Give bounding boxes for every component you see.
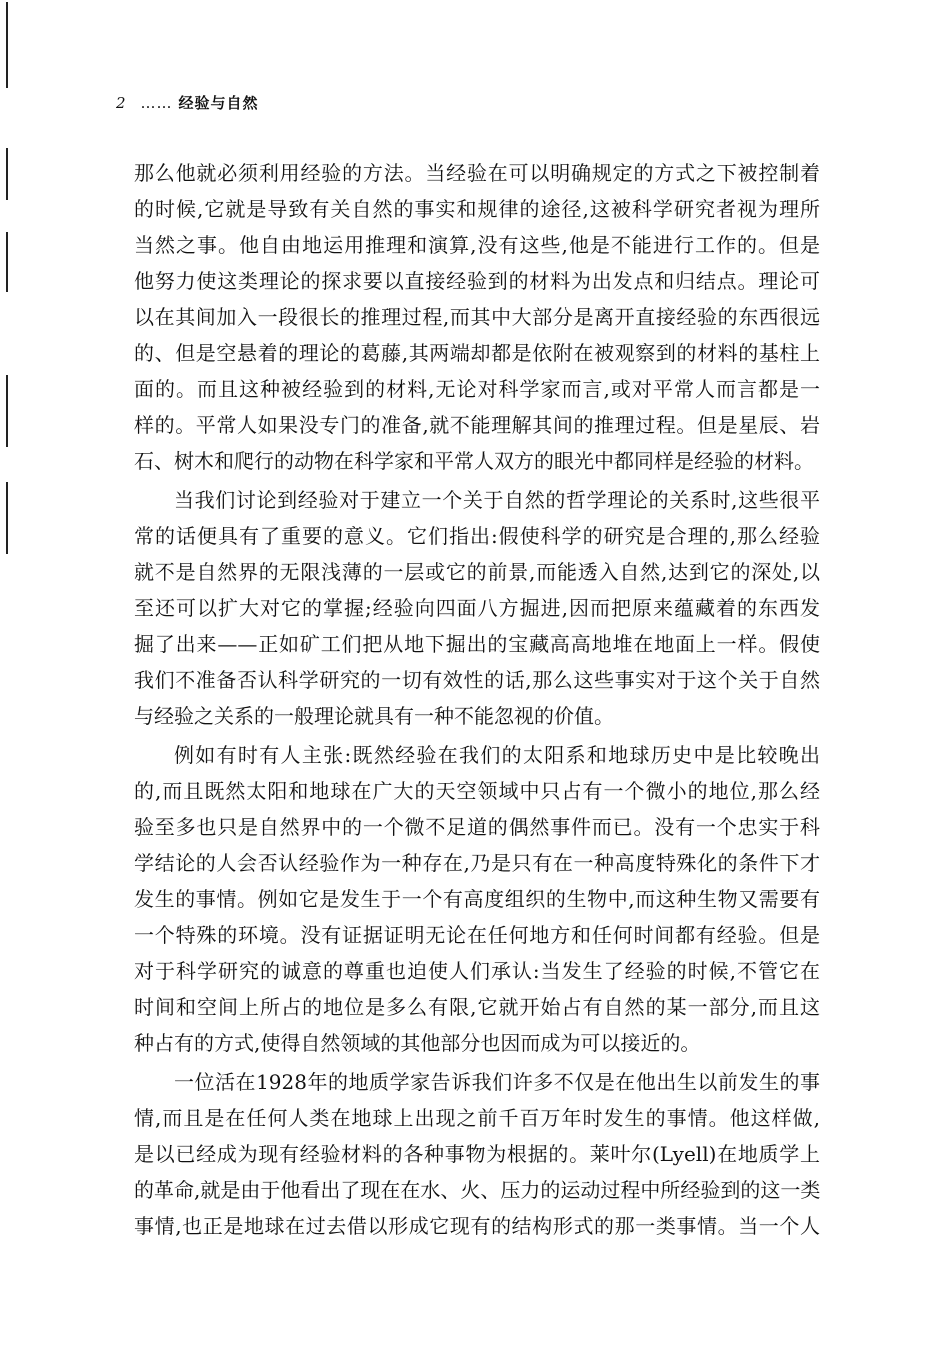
text-line: 与经验之关系的一般理论就具有一种不能忽视的价值。 bbox=[134, 704, 614, 728]
text-line: 是以已经成为现有经验材料的各种事物为根据的。莱叶尔(Lyell)在地质学上 bbox=[134, 1142, 820, 1166]
scan-edge-mark bbox=[6, 2, 8, 88]
text-line: 那么他就必须利用经验的方法。当经验在可以明确规定的方式之下被控制着 bbox=[134, 161, 820, 185]
text-line: 种占有的方式,使得自然领域的其他部分也因而成为可以接近的。 bbox=[134, 1031, 701, 1055]
text-line: 情,而且是在任何人类在地球上出现之前千百万年时发生的事情。他这样做, bbox=[134, 1106, 820, 1130]
book-title: 经验与自然 bbox=[178, 94, 259, 112]
text-line: 的,而且既然太阳和地球在广大的天空领域中只占有一个微小的地位,那么经 bbox=[134, 779, 820, 803]
scan-edge-mark bbox=[6, 375, 8, 447]
text-line: 石、树木和爬行的动物在科学家和平常人双方的眼光中都同样是经验的材料。 bbox=[134, 449, 814, 473]
text-line: 他努力使这类理论的探求要以直接经验到的材料为出发点和归结点。理论可 bbox=[134, 269, 820, 293]
running-head bbox=[116, 92, 259, 113]
text-line: 的时候,它就是导致有关自然的事实和规律的途径,这被科学研究者视为理所 bbox=[134, 197, 820, 221]
text-line: 事情,也正是地球在过去借以形成它现有的结构形式的那一类事情。当一个人 bbox=[134, 1214, 820, 1238]
text-line: 样的。平常人如果没专门的准备,就不能理解其间的推理过程。但是星辰、岩 bbox=[134, 413, 820, 437]
text-line: 掘了出来——正如矿工们把从地下掘出的宝藏高高地堆在地面上一样。假使 bbox=[134, 632, 820, 656]
text-line: 常的话便具有了重要的意义。它们指出:假使科学的研究是合理的,那么经验 bbox=[134, 524, 820, 548]
paragraph bbox=[134, 737, 820, 1061]
text-line: 对于科学研究的诚意的尊重也迫使人们承认:当发生了经验的时候,不管它在 bbox=[134, 959, 820, 983]
text-line: 学结论的人会否认经验作为一种存在,乃是只有在一种高度特殊化的条件下才 bbox=[134, 851, 820, 875]
text-line: 我们不准备否认科学研究的一切有效性的话,那么这些事实对于这个关于自然 bbox=[134, 668, 820, 692]
paragraph bbox=[134, 155, 820, 479]
scan-edge-mark bbox=[6, 148, 8, 200]
header-dots: …… bbox=[140, 94, 173, 112]
text-line: 当然之事。他自由地运用推理和演算,没有这些,他是不能进行工作的。但是 bbox=[134, 233, 820, 257]
paragraph bbox=[134, 482, 820, 734]
scan-edge-mark bbox=[6, 232, 8, 292]
text-line: 发生的事情。例如它是发生于一个有高度组织的生物中,而这种生物又需要有 bbox=[134, 887, 820, 911]
scan-edge-mark bbox=[6, 482, 8, 554]
text-line: 一位活在1928年的地质学家告诉我们许多不仅是在他出生以前发生的事 bbox=[174, 1070, 820, 1094]
text-line: 的、但是空悬着的理论的葛藤,其两端却都是依附在被观察到的材料的基柱上 bbox=[134, 341, 820, 365]
text-line: 以在其间加入一段很长的推理过程,而其中大部分是离开直接经验的东西很远 bbox=[134, 305, 820, 329]
text-line: 就不是自然界的无限浅薄的一层或它的前景,而能透入自然,达到它的深处,以 bbox=[134, 560, 820, 584]
page-number: 2 bbox=[116, 94, 127, 112]
text-line: 例如有时有人主张:既然经验在我们的太阳系和地球历史中是比较晚出 bbox=[174, 743, 820, 767]
text-line: 的革命,就是由于他看出了现在在水、火、压力的运动过程中所经验到的这一类 bbox=[134, 1178, 820, 1202]
text-line: 时间和空间上所占的地位是多么有限,它就开始占有自然的某一部分,而且这 bbox=[134, 995, 820, 1019]
text-line: 面的。而且这种被经验到的材料,无论对科学家而言,或对平常人而言都是一 bbox=[134, 377, 820, 401]
text-line: 至还可以扩大对它的掌握;经验向四面八方掘进,因而把原来蕴藏着的东西发 bbox=[134, 596, 820, 620]
text-line: 一个特殊的环境。没有证据证明无论在任何地方和任何时间都有经验。但是 bbox=[134, 923, 820, 947]
text-line: 当我们讨论到经验对于建立一个关于自然的哲学理论的关系时,这些很平 bbox=[174, 488, 820, 512]
body-text bbox=[134, 155, 820, 1244]
paragraph bbox=[134, 1064, 820, 1244]
text-line: 验至多也只是自然界中的一个微不足道的偶然事件而已。没有一个忠实于科 bbox=[134, 815, 820, 839]
